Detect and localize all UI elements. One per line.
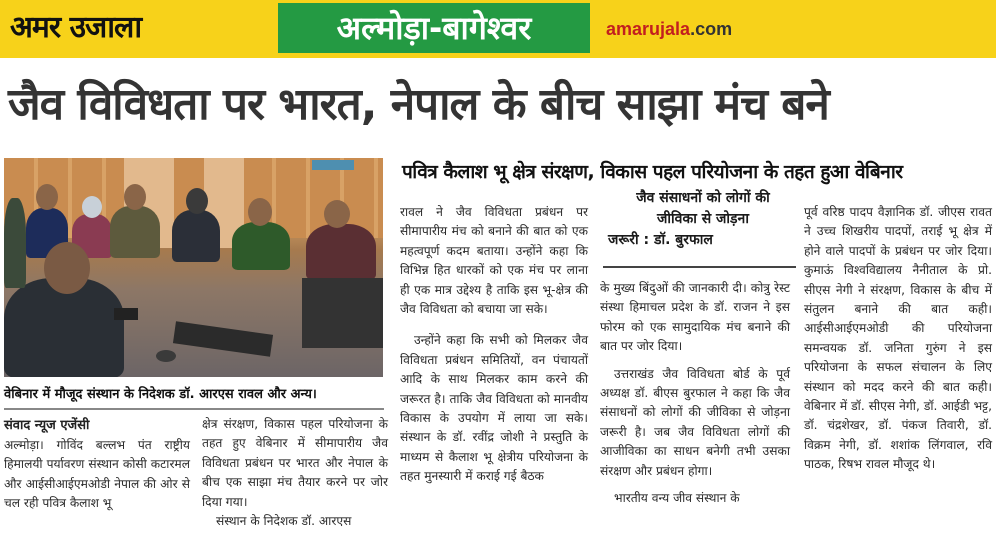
pullquote-line: जैव संसाधनों को लोगों की: [636, 190, 770, 206]
pullquote-line: जीविका से जोड़ना: [657, 211, 749, 227]
edition-title: अल्मोड़ा-बागेश्वर: [278, 3, 590, 53]
column-text: रावल ने जैव विविधता प्रबंधन पर सीमापारीय मंच को बनाने की बात को एक महत्वपूर्ण कदम बताया। उन्होंने कहा कि विभिन्न हित धारकों को एक मंच पर लाना ही एक मात्र उद्देश्य है ताकि इस भू-क्षेत्र की जैव विविधता को बचाया जा सके।: [400, 205, 588, 317]
article-column-2: [202, 415, 388, 559]
column-text: अल्मोड़ा। गोविंद बल्लभ पंत राष्ट्रीय हिमालयी पर्यावरण संस्थान कोसी कटारमल और आईसीआईएमओडी नेपाल की ओर से चल रही पवित्र कैलाश भू: [4, 438, 190, 511]
pullquote-line: जरूरी : डॉ. बुरफाल: [608, 232, 713, 248]
column-text: भारतीय वन्य जीव संस्थान के: [614, 491, 740, 506]
newspaper-logo: अमर उजाला: [10, 10, 142, 45]
masthead: [0, 0, 996, 58]
photo-screen: [312, 160, 354, 170]
photo-person-head: [186, 188, 208, 214]
photo-person-edge: [4, 198, 26, 288]
site-tld: .com: [690, 19, 733, 39]
article-column-1: [4, 436, 190, 558]
photo-caption: वेबिनार में मौजूद संस्थान के निदेशक डॉ. आरएस रावल और अन्य।: [4, 387, 317, 402]
photo-person: [306, 224, 376, 280]
photo-phone: [114, 308, 138, 320]
column-text: पूर्व वरिष्ठ पादप वैज्ञानिक डॉ. जीएस रावत ने उच्च शिखरीय पादपों, तराई भू क्षेत्र में होने वाले पादपों के प्रबंधन पर जोर दिया। कुमाऊं विश्वविद्यालय नैनीताल के प्रो. सीएस नेगी ने संरक्षण, विकास के बीच में संतुलन बनाने की बात कही। आईसीआईएमओडी की परियोजना समन्वयक डॉ. जनिता गुरुंग ने इस परियोजना के सफल संचालन के लिए संस्थान को मदद करने की बात कही। वेबिनार में डॉ. सीएस नेगी, डॉ. आईडी भट्ट, डॉ. चंद्रशेखर, डॉ. पंकज तिवारी, डॉ. विक्रम नेगी, डॉ. शशांक लिंगवाल, रवि पाठक, रिषभ रावल मौजूद थे।: [804, 205, 992, 472]
photo-mouse: [156, 350, 176, 362]
news-agency-byline: संवाद न्यूज एजेंसी: [4, 418, 90, 433]
column-text: के मुख्य बिंदुओं की जानकारी दी। कोत्रु रेस्ट संस्था हिमाचल प्रदेश के डॉ. राजन ने इस फोरम को एक सामुदायिक मंच बनाने की बात पर जोर दिया।: [600, 281, 790, 354]
photo-person-head: [82, 196, 102, 218]
pullquote-underline: [603, 266, 796, 268]
article-column-4: [600, 279, 790, 559]
pullquote-box: [602, 188, 798, 268]
photo-person: [172, 210, 220, 262]
news-photo: [4, 158, 383, 377]
photo-person-head: [124, 184, 146, 210]
photo-person-head: [248, 198, 272, 226]
column-text: उन्होंने कहा कि सभी को मिलकर जैव विविधता प्रबंधन समितियों, वन पंचायतों आदि के साथ मिलकर काम करने की जरूरत है। ताकि जैव विविधता को मानवीय विकास के उपयोग में लाया जा सके। संस्थान के डॉ. रवींद्र जोशी ने प्रस्तुति के माध्यम से कैलाश भू क्षेत्रीय परियोजना के तहत मुनस्यारी में कराई गई बैठक: [400, 333, 588, 484]
caption-divider: [4, 408, 384, 410]
website-link[interactable]: [606, 16, 766, 42]
photo-person-head: [324, 200, 350, 228]
column-text: क्षेत्र संरक्षण, विकास पहल परियोजना के तहत हुए वेबिनार में सीमापारीय जैव विविधता प्रबंधन पर भारत और नेपाल के बीच एक साझा मंच तैयार करने पर जोर दिया गया।: [202, 417, 388, 509]
site-name: amarujala: [606, 19, 691, 39]
article-headline: जैव विविधता पर भारत, नेपाल के बीच साझा मंच बने: [8, 79, 829, 130]
column-text: संस्थान के निदेशक डॉ. आरएस: [216, 514, 352, 529]
photo-monitor: [302, 278, 383, 348]
article-column-5: [804, 203, 992, 559]
photo-person: [110, 206, 160, 258]
photo-person-head: [44, 242, 90, 294]
photo-person: [232, 222, 290, 270]
photo-keyboard: [173, 321, 273, 356]
article-subheadline: पवित्र कैलाश भू क्षेत्र संरक्षण, विकास पहल परियोजना के तहत हुआ वेबिनार: [402, 161, 903, 183]
photo-person-head: [36, 184, 58, 210]
column-text: उत्तराखंड जैव विविधता बोर्ड के पूर्व अध्यक्ष डॉ. बीएस बुरफाल ने कहा कि जैव संसाधनों को लोगों की जीविका से जोड़ना जरूरी है। जब जैव विविधता लोगों की आजीविका का साधन बनेगी तभी उसका संरक्षण और प्रबंधन होगा।: [600, 366, 790, 478]
article-column-3: [400, 203, 588, 559]
